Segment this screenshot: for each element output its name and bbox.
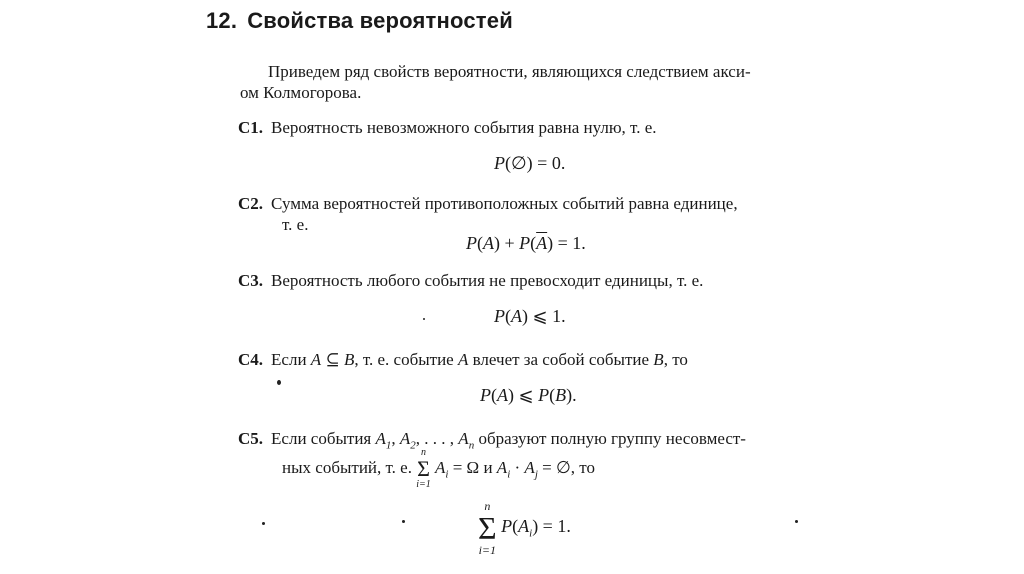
- property-c1: [238, 118, 657, 138]
- property-c4-label: С4.: [238, 350, 264, 369]
- property-c5-label: С5.: [238, 429, 264, 448]
- property-c5-line-2: ных событий, т. е. n Σ i=1 $A_i = \Omega$ и $A_i \cdot A_j$ = ∅, то: [282, 447, 595, 490]
- section-title: Свойства вероятностей: [247, 8, 513, 33]
- speck-mark: [402, 520, 405, 523]
- property-c3: [238, 271, 703, 291]
- property-c5-line2-mid: и: [483, 457, 493, 477]
- property-c4-post: , то: [663, 350, 688, 369]
- formula-c2: $P(A) + P(\overline{A}) = 1$.: [466, 233, 586, 253]
- summation-display: n Σ i=1: [478, 499, 497, 557]
- property-c2-text: Сумма вероятностей противоположных событий равна единице,: [271, 194, 738, 213]
- summation-inline: n Σ i=1: [416, 447, 431, 490]
- intro-line-2: ом Колмогорова.: [240, 83, 362, 102]
- speck-mark: [423, 318, 425, 320]
- formula-c1: P(∅) = 0.: [494, 153, 566, 173]
- speck-mark: [795, 520, 798, 523]
- property-c2: [238, 194, 738, 214]
- section-heading: [206, 8, 513, 34]
- property-c5-line2-post: , то: [570, 457, 595, 477]
- speck-mark: [277, 380, 281, 385]
- property-c4-mid: , т. е. событие: [354, 350, 454, 369]
- property-c5-line2-pre: ных событий, т. е.: [282, 457, 412, 477]
- property-c2-label: С2.: [238, 194, 264, 213]
- formula-c4: P(A) ⩽ P(B).: [480, 385, 577, 405]
- intro-line-1: Приведем ряд свойств вероятности, являющихся следствием акси-: [268, 62, 751, 81]
- property-c1-label: С1.: [238, 118, 264, 137]
- property-c4-mid2: влечет за собой событие: [472, 350, 650, 369]
- property-c3-text: Вероятность любого события не превосходит единицы, т. е.: [271, 271, 704, 290]
- property-c4-pre: Если: [271, 350, 307, 369]
- property-c5-post: образуют полную группу несовмест-: [478, 429, 746, 448]
- property-c2-text-2: т. е.: [282, 215, 309, 234]
- formula-c5: n Σ i=1 $P(A_i) = 1$.: [478, 499, 571, 557]
- section-number: 12.: [206, 8, 238, 33]
- property-c1-text: Вероятность невозможного события равна нулю, т. е.: [271, 118, 657, 137]
- property-c4: С4. Если A ⊆ B, т. е. событие A влечет за собой событие B, то: [238, 350, 688, 369]
- property-c5-pre: Если события: [271, 429, 372, 448]
- property-c5: С5. Если события $A_1$, $A_2$, . . . , $A_n$ образуют полную группу несовмест-: [238, 429, 746, 452]
- property-c3-label: С3.: [238, 271, 264, 290]
- speck-mark: [262, 522, 265, 525]
- formula-c3: P(A) ⩽ 1.: [494, 306, 566, 326]
